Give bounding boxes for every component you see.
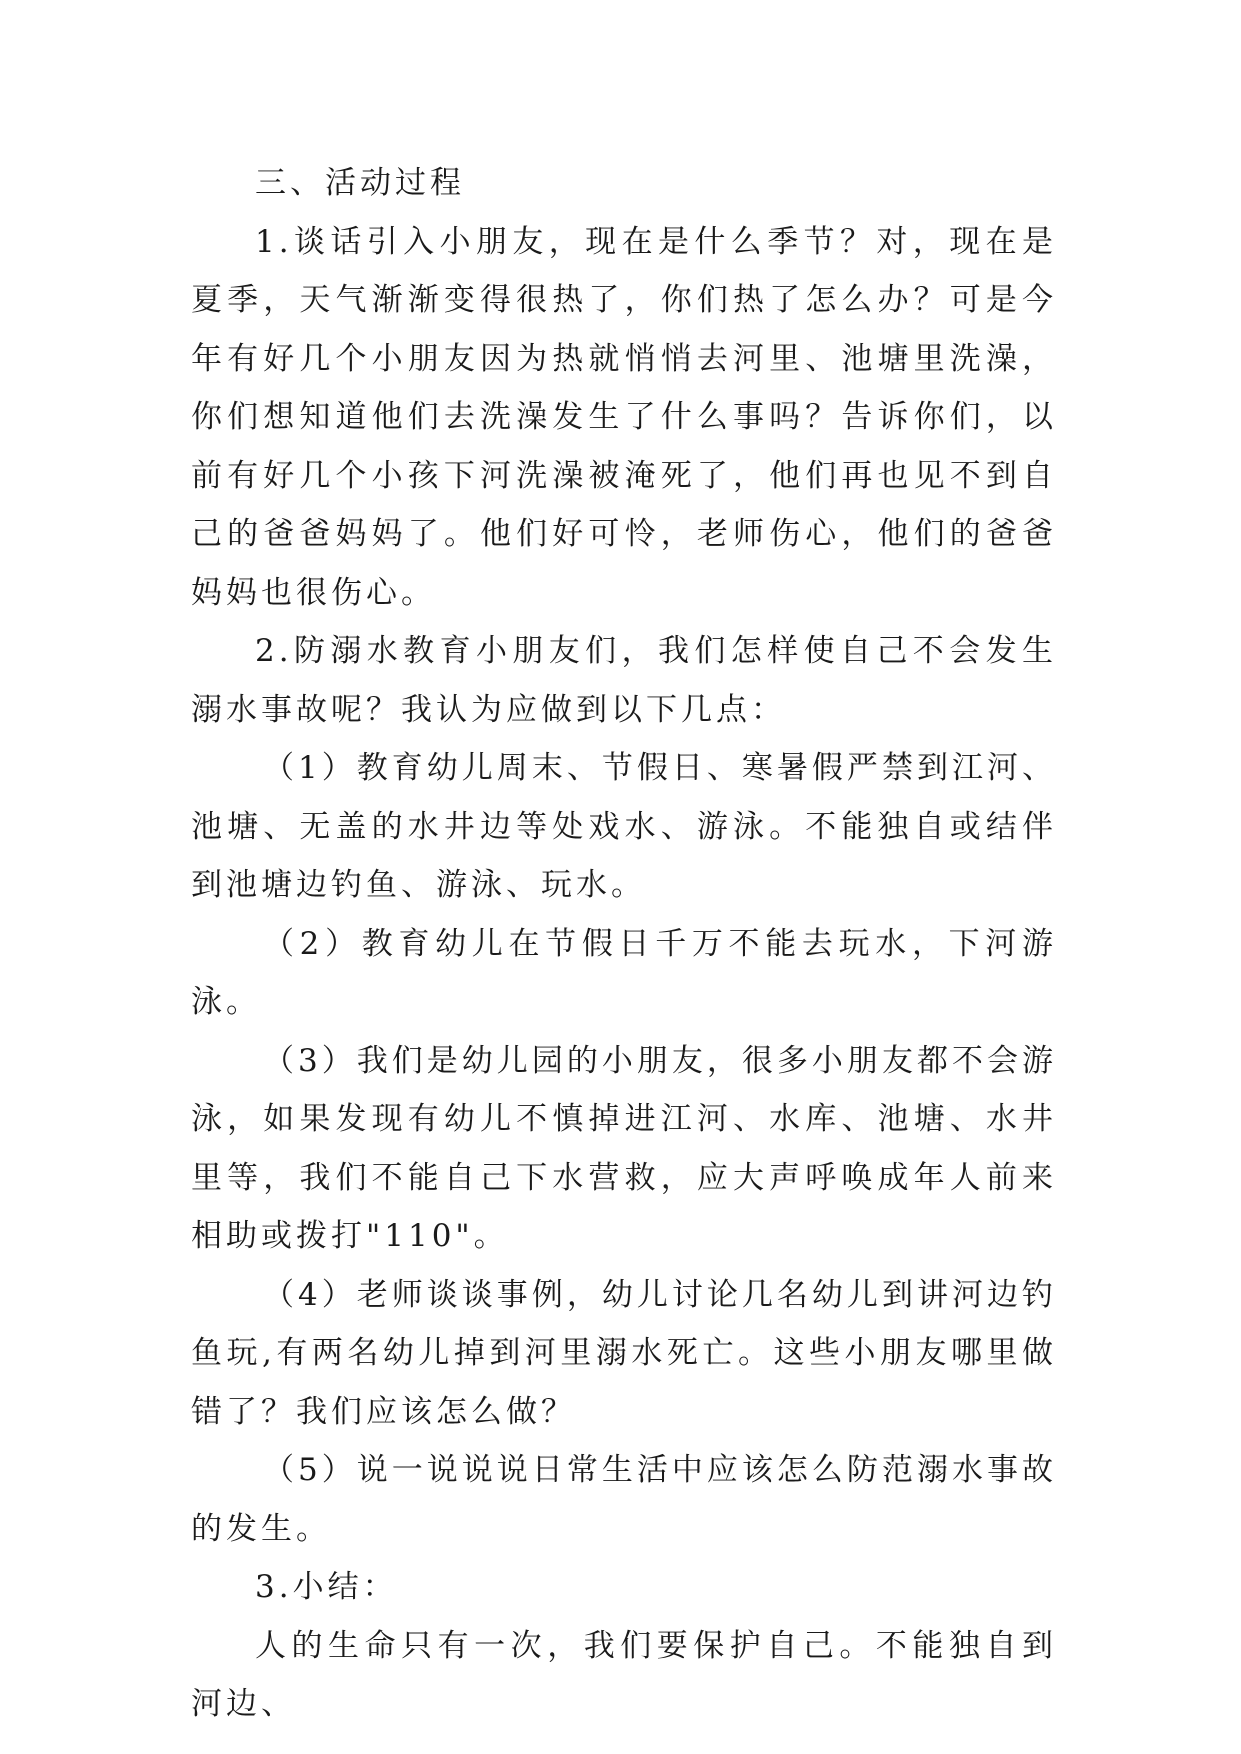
section-heading: 三、活动过程 (255, 165, 465, 201)
summary-heading: 3.小结： (255, 1569, 398, 1605)
list-item-5: （5）说一说说说日常生活中应该怎么防范溺水事故的发生。 (191, 1452, 1057, 1547)
list-item-4: （4）老师谈谈事例，幼儿讨论几名幼儿到讲河边钓鱼玩,有两名幼儿掉到河里溺水死亡。这些小朋友哪里做错了？我们应该怎么做？ (191, 1276, 1057, 1430)
document-body (191, 154, 1057, 1734)
list-item-2: （2）教育幼儿在节假日千万不能去玩水，下河游泳。 (191, 925, 1057, 1020)
list-item-1: （1）教育幼儿周末、节假日、寒暑假严禁到江河、池塘、无盖的水井边等处戏水、游泳。不能独自或结伴到池塘边钓鱼、游泳、玩水。 (191, 750, 1057, 903)
list-item-3: （3）我们是幼儿园的小朋友，很多小朋友都不会游泳，如果发现有幼儿不慎掉进江河、水库、池塘、水井里等，我们不能自己下水营救，应大声呼唤成年人前来相助或拨打"110"。 (191, 1042, 1057, 1254)
paragraph-drowning-education: 2.防溺水教育小朋友们，我们怎样使自己不会发生溺水事故呢？我认为应做到以下几点： (191, 633, 1057, 728)
summary-text: 人的生命只有一次，我们要保护自己。不能独自到河边、 (191, 1627, 1057, 1722)
paragraph-intro-talk: 1.谈话引入小朋友，现在是什么季节？对，现在是夏季，天气渐渐变得很热了，你们热了怎么办？可是今年有好几个小朋友因为热就悄悄去河里、池塘里洗澡，你们想知道他们去洗澡发生了什么事吗？告诉你们，以前有好几个小孩下河洗澡被淹死了，他们再也见不到自己的爸爸妈妈了。他们好可怜，老师伤心，他们的爸爸妈妈也很伤心。 (191, 223, 1057, 611)
